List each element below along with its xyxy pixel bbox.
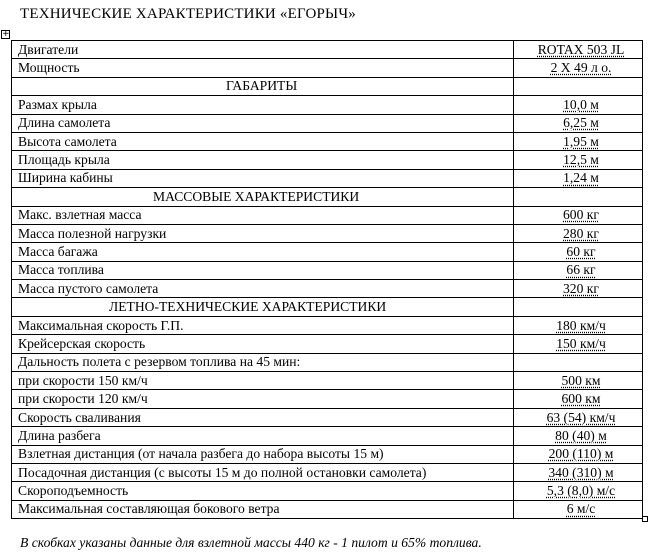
table-row bbox=[12, 280, 643, 298]
footnote: В скобках указаны данные для взлетной массы 440 кг - 1 пилот и 65% топлива. bbox=[20, 535, 482, 550]
value-text: 180 км/ч bbox=[556, 317, 606, 333]
section-title: МАССОВЫЕ ХАРАКТЕРИСТИКИ bbox=[153, 188, 360, 204]
value-text: 80 (40) м bbox=[555, 427, 607, 443]
parameter-value bbox=[514, 206, 643, 224]
table-row bbox=[12, 427, 643, 445]
table-row bbox=[12, 335, 643, 353]
parameter-label: Посадочная дистанция (с высоты 15 м до полной остановки самолета) bbox=[12, 463, 514, 481]
table-row bbox=[12, 445, 643, 463]
parameter-label: Высота самолета bbox=[12, 132, 514, 150]
value-text: 340 (310) м bbox=[548, 464, 614, 480]
parameter-value bbox=[514, 41, 643, 59]
section-header-cell bbox=[12, 188, 514, 206]
value-text: 6,25 м bbox=[563, 115, 599, 131]
parameter-label: Мощность bbox=[12, 59, 514, 77]
value-text: 600 км bbox=[561, 391, 601, 407]
parameter-label: Ширина кабины bbox=[12, 169, 514, 187]
parameter-value bbox=[514, 463, 643, 481]
table-row bbox=[12, 463, 643, 481]
table-row bbox=[12, 408, 643, 426]
parameter-label: Максимальная составляющая бокового ветра bbox=[12, 500, 514, 518]
section-title: ГАБАРИТЫ bbox=[226, 78, 298, 94]
specifications-table bbox=[11, 40, 643, 519]
table-row bbox=[12, 59, 643, 77]
parameter-value bbox=[514, 372, 643, 390]
value-text: 280 кг bbox=[563, 225, 599, 241]
value-text: 5,3 (8,0) м/с bbox=[546, 483, 616, 499]
parameter-label: Длина самолета bbox=[12, 114, 514, 132]
value-text: 320 кг bbox=[563, 280, 599, 296]
empty-cell bbox=[514, 298, 643, 316]
parameter-value bbox=[514, 316, 643, 334]
parameter-value bbox=[514, 353, 643, 371]
value-text: 66 кг bbox=[566, 262, 596, 278]
table-row bbox=[12, 261, 643, 279]
parameter-value bbox=[514, 261, 643, 279]
section-header-row bbox=[12, 298, 643, 316]
table-resize-handle[interactable] bbox=[642, 516, 648, 522]
parameter-label: Длина разбега bbox=[12, 427, 514, 445]
value-text: 60 кг bbox=[566, 243, 596, 259]
value-text: 1,24 м bbox=[563, 170, 599, 186]
table-row bbox=[12, 41, 643, 59]
empty-cell bbox=[514, 77, 643, 95]
value-text: 600 кг bbox=[563, 207, 599, 223]
value-text: 150 км/ч bbox=[556, 335, 606, 351]
parameter-value bbox=[514, 224, 643, 242]
parameter-label: Двигатели bbox=[12, 41, 514, 59]
table-row bbox=[12, 390, 643, 408]
parameter-value bbox=[514, 59, 643, 77]
table-row bbox=[12, 243, 643, 261]
parameter-label: Масса полезной нагрузки bbox=[12, 224, 514, 242]
parameter-value bbox=[514, 169, 643, 187]
table-row bbox=[12, 151, 643, 169]
parameter-value bbox=[514, 280, 643, 298]
parameter-label: Скороподъемность bbox=[12, 482, 514, 500]
parameter-label: Размах крыла bbox=[12, 96, 514, 114]
parameter-value bbox=[514, 151, 643, 169]
section-header-cell bbox=[12, 298, 514, 316]
value-text: 12,5 м bbox=[563, 152, 599, 168]
table-row bbox=[12, 372, 643, 390]
parameter-label: Макс. взлетная масса bbox=[12, 206, 514, 224]
parameter-value bbox=[514, 482, 643, 500]
section-header-row bbox=[12, 188, 643, 206]
parameter-value bbox=[514, 445, 643, 463]
table-row bbox=[12, 316, 643, 334]
parameter-value bbox=[514, 500, 643, 518]
table-row bbox=[12, 224, 643, 242]
table-move-handle-icon[interactable]: + bbox=[2, 29, 10, 39]
value-text: 1,95 м bbox=[563, 133, 599, 149]
parameter-value bbox=[514, 335, 643, 353]
table-row bbox=[12, 500, 643, 518]
parameter-value bbox=[514, 132, 643, 150]
parameter-label: при скорости 150 км/ч bbox=[12, 372, 514, 390]
section-title: ЛЕТНО-ТЕХНИЧЕСКИЕ ХАРАКТЕРИСТИКИ bbox=[109, 299, 387, 315]
parameter-label: Площадь крыла bbox=[12, 151, 514, 169]
table-row bbox=[12, 206, 643, 224]
parameter-label: Дальность полета с резервом топлива на 45 мин: bbox=[12, 353, 514, 371]
table-row bbox=[12, 482, 643, 500]
parameter-label: Масса пустого самолета bbox=[12, 280, 514, 298]
parameter-value bbox=[514, 427, 643, 445]
parameter-label: Крейсерская скорость bbox=[12, 335, 514, 353]
value-text: 2 X 49 л о. bbox=[550, 60, 612, 76]
parameter-label: Скорость сваливания bbox=[12, 408, 514, 426]
parameter-label: при скорости 120 км/ч bbox=[12, 390, 514, 408]
parameter-label: Взлетная дистанция (от начала разбега до набора высоты 15 м) bbox=[12, 445, 514, 463]
table-row bbox=[12, 169, 643, 187]
document-title: ТЕХНИЧЕСКИЕ ХАРАКТЕРИСТИКИ «ЕГОРЫЧ» bbox=[20, 6, 356, 22]
value-text: 10,0 м bbox=[563, 96, 599, 112]
value-text: 6 м/с bbox=[566, 501, 596, 517]
section-header-row bbox=[12, 77, 643, 95]
section-header-cell bbox=[12, 77, 514, 95]
parameter-value bbox=[514, 408, 643, 426]
parameter-value bbox=[514, 390, 643, 408]
parameter-value bbox=[514, 243, 643, 261]
parameter-label: Масса топлива bbox=[12, 261, 514, 279]
value-text: ROTAX 503 JL bbox=[537, 41, 625, 57]
parameter-label: Максимальная скорость Г.П. bbox=[12, 316, 514, 334]
parameter-label: Масса багажа bbox=[12, 243, 514, 261]
value-text: 500 км bbox=[561, 372, 601, 388]
parameter-value bbox=[514, 114, 643, 132]
table-row bbox=[12, 132, 643, 150]
value-text: 200 (110) м bbox=[548, 446, 614, 462]
table-row bbox=[12, 353, 643, 371]
empty-cell bbox=[514, 188, 643, 206]
table-row bbox=[12, 96, 643, 114]
value-text: 63 (54) км/ч bbox=[546, 409, 616, 425]
parameter-value bbox=[514, 96, 643, 114]
table-row bbox=[12, 114, 643, 132]
